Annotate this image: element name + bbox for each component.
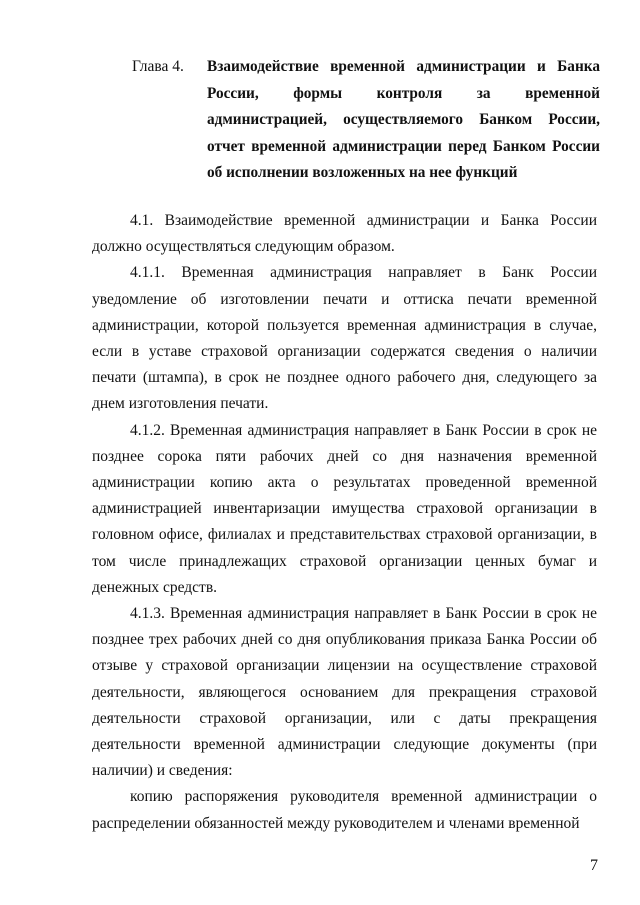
paragraph-list-item: копию распоряжения руководителя временной администрации о распределении обязанностей между руководителем и членами временной bbox=[92, 788, 597, 832]
chapter-title: Взаимодействие временной администрации и Банка России, формы контроля за временной администрацией, осуществляемого Банком России, отчет временной администрации перед Банком России об исполнении возложенных на нее функций bbox=[207, 58, 600, 181]
paragraph-4-1-3: 4.1.3. Временная администрация направляет в Банк России в срок не позднее трех рабочих дней со дня опубликования приказа Банка России об отзыве у страховой организации лицензии на осуществление страховой деятельности, являющегося основанием для прекращения страховой деятельности страховой организации, или с даты прекращения деятельности временной администрации следующие документы (при наличии) и сведения: bbox=[92, 605, 597, 780]
chapter-heading bbox=[132, 54, 600, 187]
page-number: 7 bbox=[590, 857, 598, 874]
chapter-label: Глава 4. bbox=[132, 58, 184, 75]
document-body bbox=[92, 208, 597, 837]
paragraph-4-1-2: 4.1.2. Временная администрация направляет в Банк России в срок не позднее сорока пяти рабочих дней со дня назначения временной администрации копию акта о результатах проведенной временной администрацией инвентаризации имущества страховой организации в головном офисе, филиалах и представительствах страховой организации, в том числе принадлежащих страховой организации ценных бумаг и денежных средств. bbox=[92, 421, 597, 596]
paragraph-4-1: 4.1. Взаимодействие временной администрации и Банка России должно осуществляться следующим образом. bbox=[92, 212, 597, 256]
paragraph-4-1-1: 4.1.1. Временная администрация направляет в Банк России уведомление об изготовлении печати и оттиска печати временной администрации, которой пользуется временная администрация в случае, если в уставе страховой организации содержатся сведения о наличии печати (штампа), в срок не позднее одного рабочего дня, следующего за днем изготовления печати. bbox=[92, 264, 597, 413]
